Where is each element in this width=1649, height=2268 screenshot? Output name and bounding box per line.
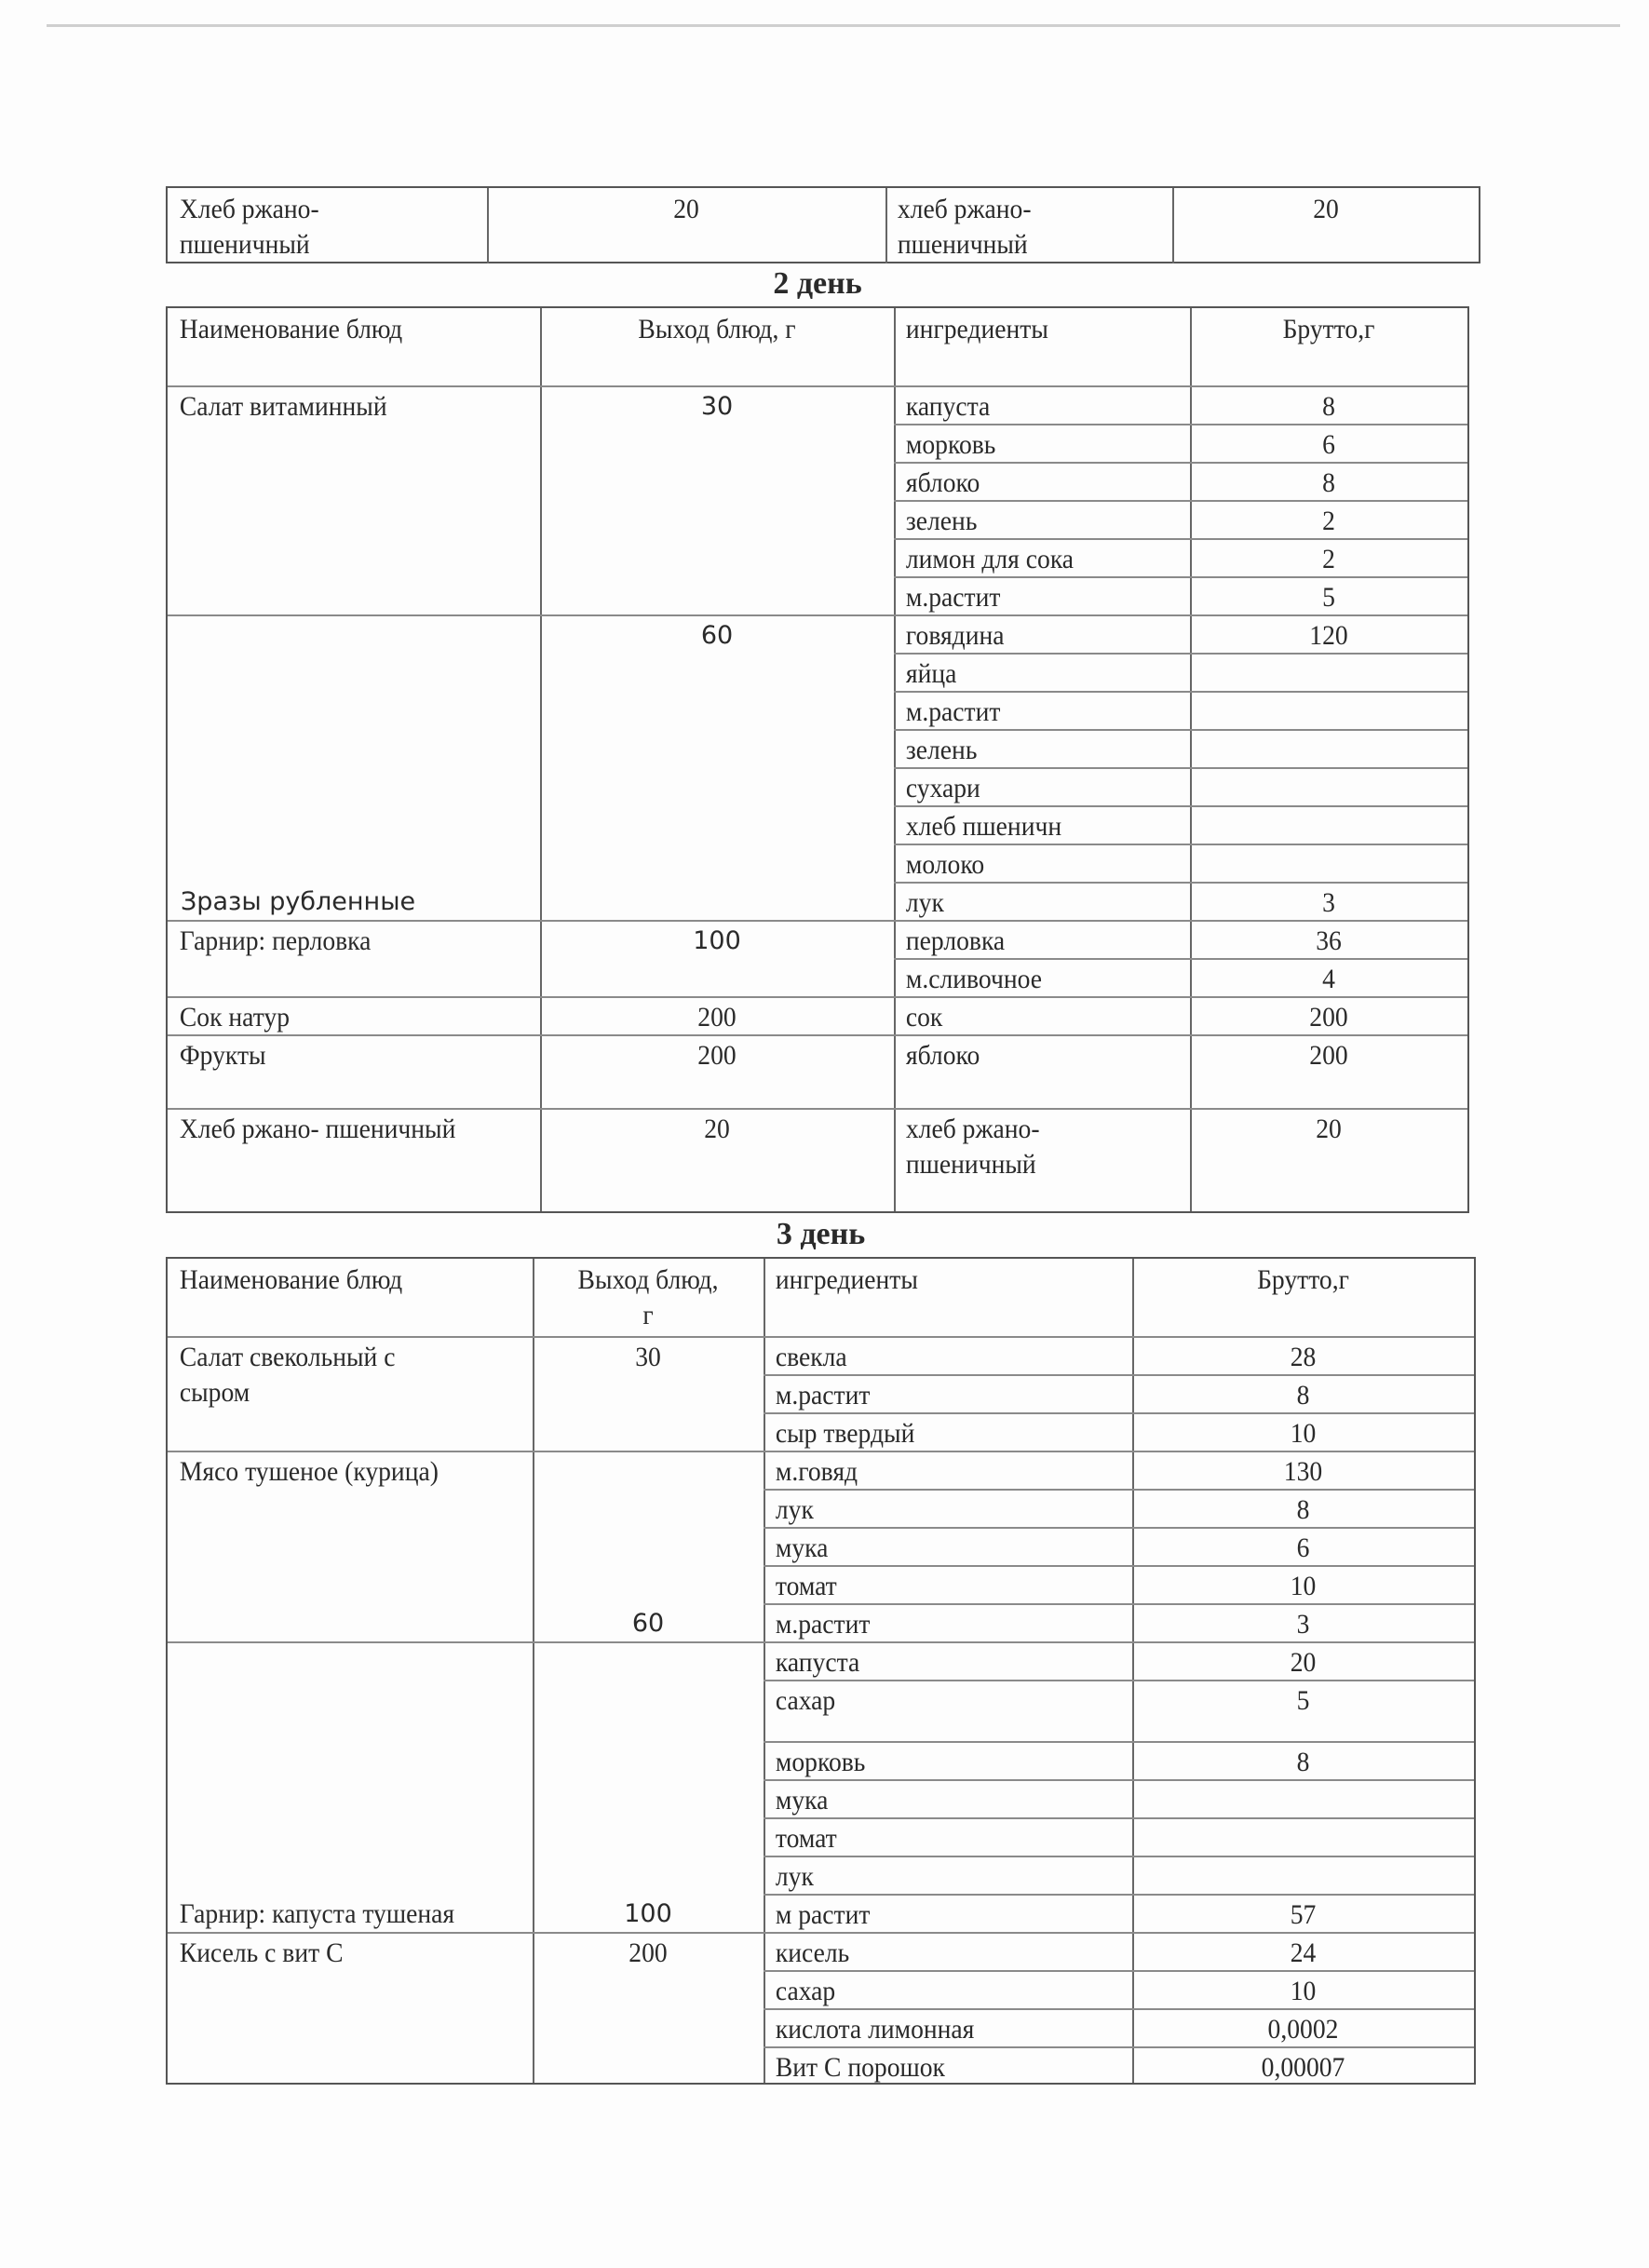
header-gross: Брутто,г: [1282, 314, 1375, 344]
dish-name: Кисель с вит С: [179, 1937, 344, 1968]
scan-top-edge: [47, 24, 1620, 27]
header-yield: Выход блюд, г: [577, 1264, 719, 1330]
dish-name: Зразы рубленные: [181, 887, 416, 916]
ingredient-name: м.растит: [905, 582, 1001, 613]
ingredient-name: хлеб пшеничн: [905, 811, 1062, 842]
ingredient-gross: [1201, 805, 1456, 813]
column-divider: [1132, 1259, 1134, 2083]
ingredient-name: свекла: [775, 1342, 847, 1372]
ingredient-name: лук: [775, 1494, 814, 1525]
ingredient-name: лимон для сока: [905, 544, 1075, 574]
ingredient-gross: [1146, 1817, 1461, 1825]
ingredient-name: яблоко: [905, 1040, 980, 1071]
ingredient-gross: 5: [1322, 582, 1335, 613]
dish-yield: 60: [700, 621, 734, 650]
column-divider: [540, 308, 542, 1211]
dish-name: Мясо тушеное (курица): [179, 1456, 439, 1487]
ingredient-name: капуста: [775, 1647, 860, 1678]
header-ingredients: ингредиенты: [905, 314, 1048, 344]
ingredient-gross: 28: [1290, 1342, 1317, 1372]
dish-yield: 100: [624, 1899, 672, 1928]
ingredient-gross: 24: [1290, 1937, 1317, 1968]
ingredient-gross: [1201, 653, 1456, 660]
header-gross: Брутто,г: [1257, 1264, 1349, 1295]
day3-table: [166, 1257, 1476, 2085]
dish-yield: 60: [631, 1609, 665, 1638]
dish-yield: 200: [629, 1937, 668, 1968]
ingredient-name: томат: [775, 1571, 837, 1601]
dish-name: Хлеб ржано- пшеничный: [179, 1114, 456, 1144]
ingredient-gross: 2: [1322, 544, 1335, 574]
ingredient-gross: [1201, 844, 1456, 851]
divider: [1172, 188, 1174, 263]
ingredient-gross: 8: [1296, 1494, 1310, 1525]
day2-title: 2 день: [773, 266, 862, 301]
ingredient-name: томат: [775, 1823, 837, 1854]
header-ingredients: ингредиенты: [775, 1264, 918, 1295]
column-divider: [1190, 308, 1192, 1211]
ingredient-gross: 3: [1322, 887, 1335, 918]
ingredient-name: м.растит: [905, 696, 1001, 727]
ingredient-gross: 5: [1296, 1685, 1310, 1716]
header-dish: Наименование блюд: [179, 314, 403, 344]
ingredient-gross: 20: [1290, 1647, 1317, 1678]
ingredient-name: кисель: [775, 1937, 850, 1968]
ingredient-name: Вит С порошок: [775, 2052, 945, 2083]
ingredient-name: яблоко: [905, 467, 980, 498]
ingredient-name: молоко: [905, 849, 985, 880]
dish-name: Фрукты: [179, 1040, 266, 1071]
divider: [487, 188, 489, 263]
dish-name: Салат свекольный с сыром: [179, 1342, 396, 1408]
ingredient-gross: [1201, 729, 1456, 736]
ingredient-gross: 120: [1309, 620, 1348, 651]
ingredient-gross: [1146, 1856, 1461, 1863]
ingredient-gross: 10: [1290, 1418, 1317, 1449]
ingredient-gross: 57: [1290, 1899, 1317, 1930]
ingredient-name: морковь: [905, 429, 996, 460]
dish-yield: 200: [697, 1002, 737, 1033]
ingredient-name: зелень: [905, 735, 978, 765]
dish-yield: 100: [693, 926, 741, 955]
ingredient-gross: 200: [1309, 1002, 1348, 1033]
ingredient-gross: 20: [1316, 1114, 1342, 1144]
ingredient-name: зелень: [905, 506, 978, 536]
ingredient-gross: [1201, 691, 1456, 698]
ingredient-gross: 8: [1296, 1380, 1310, 1411]
ingredient-gross: 36: [1316, 925, 1342, 956]
header-dish: Наименование блюд: [179, 1264, 403, 1295]
day2-table: [166, 306, 1469, 1213]
ingredient-gross: 2: [1322, 506, 1335, 536]
dish-name: Гарнир: капуста тушеная: [179, 1898, 455, 1929]
dish-name: Сок натур: [179, 1002, 291, 1033]
ingredient-name: сыр твердый: [775, 1418, 915, 1449]
ingredient-name: сухари: [905, 773, 980, 803]
ingredient-name: капуста: [905, 391, 991, 422]
ingredient-gross: [1146, 1779, 1461, 1787]
ingredient-gross: 8: [1296, 1747, 1310, 1777]
ingredient-name: хлеб ржано- пшеничный: [897, 194, 1032, 260]
header-yield: Выход блюд, г: [638, 314, 796, 344]
dish-name: Хлеб ржано- пшеничный: [179, 194, 319, 260]
ingredient-gross: [1201, 767, 1456, 775]
ingredient-name: м растит: [775, 1899, 871, 1930]
ingredient-gross: 6: [1296, 1532, 1310, 1563]
ingredient-gross: 0,0002: [1267, 2014, 1339, 2045]
ingredient-gross: 3: [1296, 1609, 1310, 1640]
day3-title: 3 день: [776, 1217, 866, 1251]
ingredient-gross: 10: [1290, 1571, 1317, 1601]
dish-name: Салат витаминный: [179, 391, 387, 422]
ingredient-name: хлеб ржано- пшеничный: [905, 1114, 1040, 1180]
dish-yield: 20: [704, 1114, 730, 1144]
day1-tail-table: [166, 186, 1480, 263]
ingredient-name: кислота лимонная: [775, 2014, 975, 2045]
ingredient-name: сахар: [775, 1685, 836, 1716]
dish-yield: 30: [635, 1342, 661, 1372]
ingredient-gross: 4: [1322, 964, 1335, 994]
ingredient-name: сок: [905, 1002, 943, 1033]
ingredient-name: м.говяд: [775, 1456, 858, 1487]
ingredient-gross: 0,00007: [1261, 2052, 1345, 2083]
dish-yield: 20: [673, 194, 699, 224]
ingredient-name: морковь: [775, 1747, 866, 1777]
dish-name: Гарнир: перловка: [179, 925, 372, 956]
ingredient-gross: 10: [1290, 1976, 1317, 2006]
dish-yield: 200: [697, 1040, 737, 1071]
ingredient-name: мука: [775, 1532, 829, 1563]
ingredient-name: м.растит: [775, 1380, 871, 1411]
ingredient-name: м.сливочное: [905, 964, 1043, 994]
ingredient-name: м.растит: [775, 1609, 871, 1640]
dish-yield: 30: [700, 392, 734, 421]
ingredient-gross: 6: [1322, 429, 1335, 460]
ingredient-name: яйца: [905, 658, 957, 689]
ingredient-gross: 8: [1322, 391, 1335, 422]
ingredient-gross: 20: [1313, 194, 1339, 224]
ingredient-gross: 8: [1322, 467, 1335, 498]
ingredient-name: мука: [775, 1785, 829, 1816]
ingredient-name: сахар: [775, 1976, 836, 2006]
ingredient-name: лук: [905, 887, 944, 918]
ingredient-gross: 130: [1283, 1456, 1323, 1487]
ingredient-name: перловка: [905, 925, 1006, 956]
column-divider: [533, 1259, 534, 2083]
ingredient-gross: 200: [1309, 1040, 1348, 1071]
ingredient-name: лук: [775, 1861, 814, 1892]
ingredient-name: говядина: [905, 620, 1005, 651]
